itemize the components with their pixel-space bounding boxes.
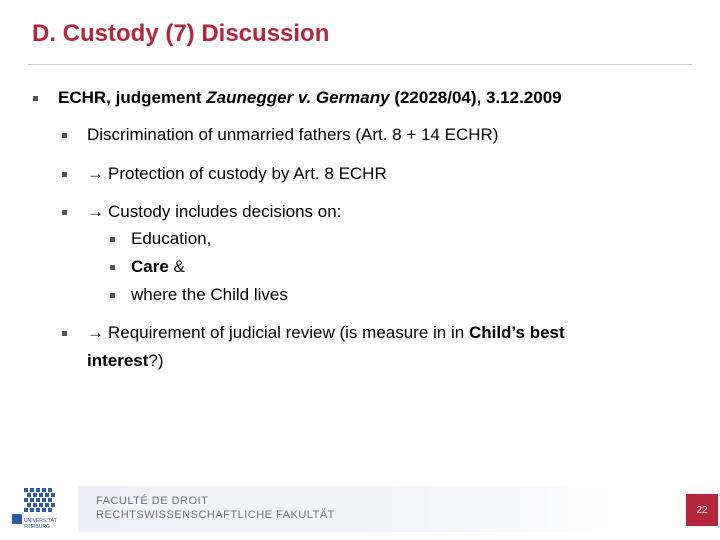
bullet-square-icon <box>62 172 67 177</box>
list-item-care-text <box>131 257 185 277</box>
sub-bullet-4-line1 <box>87 323 565 343</box>
sub-bullet-4-plain: Requirement of judicial review (is measure in in <box>108 323 469 342</box>
sub-bullet-3-text <box>87 202 341 222</box>
care-rest: & <box>168 257 185 276</box>
arrow-right-icon: → <box>87 323 104 342</box>
sub-bullet-3-label: Custody includes decisions on: <box>108 202 342 221</box>
main-bullet-prefix: ECHR, judgement <box>58 88 207 107</box>
interest-rest: ?) <box>148 351 164 370</box>
bullet-square-icon <box>110 265 115 270</box>
page-number: 22 <box>696 504 708 516</box>
interest-bold: interest <box>87 351 149 370</box>
bullet-square-icon <box>110 237 115 242</box>
main-bullet-suffix: (22028/04), 3.12.2009 <box>389 88 562 107</box>
faculty-name-fr: FACULTÉ DE DROIT <box>96 495 209 507</box>
bullet-square-icon <box>62 331 67 336</box>
case-name: Zaunegger v. Germany <box>206 88 390 107</box>
list-item-residence-text: where the Child lives <box>131 285 288 304</box>
sub-bullet-2-text <box>87 164 387 184</box>
main-bullet-text <box>58 88 562 108</box>
slide-title: D. Custody (7) Discussion <box>32 20 330 47</box>
title-divider <box>28 64 692 65</box>
bullet-square-icon <box>62 133 67 138</box>
list-item-education-text: Education, <box>131 229 212 248</box>
sub-bullet-4-bold: Child’s best <box>468 323 565 342</box>
bullet-square-icon <box>62 210 67 215</box>
sub-bullet-2-label: Protection of custody by Art. 8 ECHR <box>108 164 387 183</box>
logo-text-line1: UNIVERSITÄT <box>24 518 58 524</box>
arrow-right-icon: → <box>87 164 104 183</box>
faculty-name-de: RECHTSWISSENSCHAFTLICHE FAKULTÄT <box>96 509 335 521</box>
university-logo-icon <box>10 486 68 536</box>
arrow-right-icon: → <box>87 202 104 221</box>
sub-bullet-4-line2 <box>87 351 164 371</box>
sub-bullet-1-text: Discrimination of unmarried fathers (Art. 8 + 14 ECHR) <box>87 125 499 144</box>
bullet-square-icon <box>110 293 115 298</box>
logo-text-line2: FREIBURG <box>24 524 50 530</box>
care-bold: Care <box>131 257 169 276</box>
page-number-badge <box>686 494 718 526</box>
bullet-square-icon <box>33 96 38 101</box>
